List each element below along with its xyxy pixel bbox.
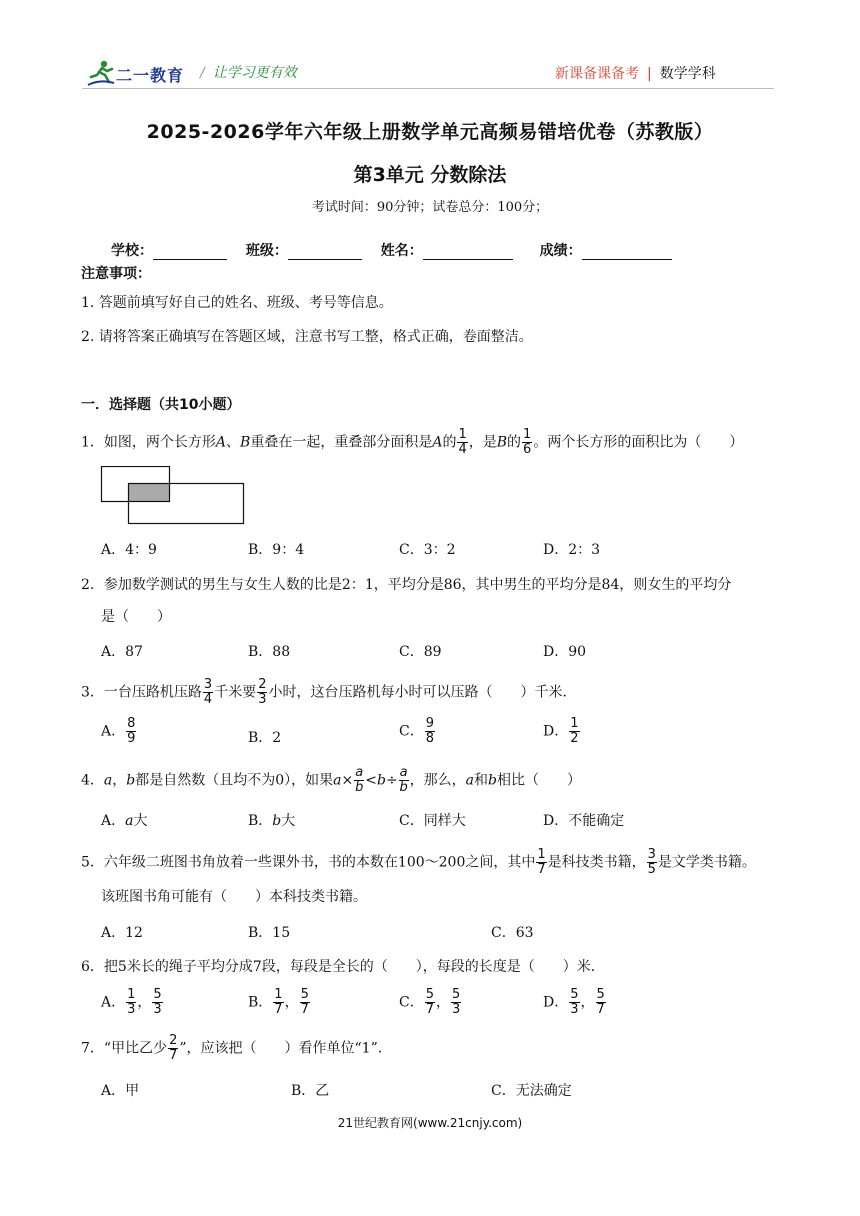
question-2-cont: 是（ ） (101, 609, 171, 625)
q1-option-a[interactable]: A．4：9 (101, 542, 157, 558)
header-divider (82, 88, 774, 89)
q2-option-c[interactable]: C．89 (399, 644, 442, 660)
q4-option-b[interactable]: B．b大 (248, 813, 296, 829)
q5-option-b[interactable]: B．15 (248, 925, 291, 941)
school-field[interactable]: 学校： (111, 240, 227, 260)
exam-info: 考试时间：90分钟；试卷总分：100分； (311, 200, 549, 215)
question-4: 4．a，b都是自然数（且均不为0），如果a× $\frac{a}{b}$ <b÷ $\frac{a}{b}$ ，那么，a和b相比（ ） (81, 765, 581, 795)
notice-item: 1. 答题前填写好自己的姓名、班级、考号等信息。 (81, 295, 393, 311)
q7-option-b[interactable]: B．乙 (291, 1083, 330, 1099)
q2-option-a[interactable]: A．87 (101, 644, 143, 660)
question-2: 2．参加数学测试的男生与女生人数的比是2：1，平均分是86，其中男生的平均分是84，则女生的平均分 (81, 577, 732, 593)
q4-option-c[interactable]: C．同样大 (399, 813, 466, 829)
q2-option-b[interactable]: B．88 (248, 644, 291, 660)
overlapping-rectangles-figure (100, 466, 246, 526)
q6-option-a[interactable]: A． $\frac{1}{3}$ ， $\frac{5}{3}$ (101, 987, 162, 1017)
q1-option-b[interactable]: B．9：4 (248, 542, 305, 558)
q3-option-a[interactable]: A． $\frac{8}{9}$ (101, 716, 136, 746)
class-field[interactable]: 班级： (246, 240, 362, 260)
q7-option-a[interactable]: A．甲 (101, 1083, 140, 1099)
q3-option-c[interactable]: C． $\frac{9}{8}$ (399, 716, 434, 746)
section-title: 一．选择题（共10小题） (81, 397, 241, 413)
logo (86, 58, 190, 88)
score-field[interactable]: 成绩： (540, 240, 672, 260)
page-title: 2025-2026学年六年级上册数学单元高频易错培优卷（苏教版） (146, 121, 714, 143)
notice-item: 2. 请将答案正确填写在答题区域，注意书写工整，格式正确，卷面整洁。 (81, 329, 533, 345)
question-3: 3．一台压路机压路 $\frac{3}{4}$ 千米要 $\frac{2}{3}$ 小时，这台压路机每小时可以压路（ ）千米． (81, 677, 577, 707)
question-7: 7．“甲比乙少 $\frac{2}{7}$ ”，应该把（ ）看作单位“1”． (81, 1033, 392, 1063)
question-1: 1．如图，两个长方形A、B重叠在一起，重叠部分面积是A的 $\frac{1}{4}$ ，是B的 $\frac{1}{6}$ 。两个长方形的面积比为（ ） (81, 427, 744, 457)
page-subtitle: 第3单元 分数除法 (353, 164, 507, 186)
notice-title: 注意事项： (81, 266, 151, 282)
question-5: 5．六年级二班图书角放着一些课外书，书的本数在100～200之间，其中 $\frac{1}{7}$ 是科技类书籍， $\frac{3}{5}$ 是文学类书籍。 (81, 847, 756, 877)
q3-option-b[interactable]: B．2 (248, 730, 282, 746)
question-6: 6．把5米长的绳子平均分成7段，每段是全长的（ ），每段的长度是（ ）米． (81, 959, 605, 975)
q4-option-d[interactable]: D．不能确定 (543, 813, 625, 829)
question-5-cont: 该班图书角可能有（ ）本科技类书籍。 (101, 889, 367, 905)
runner-logo-icon (86, 58, 116, 88)
q1-option-d[interactable]: D．2：3 (543, 542, 601, 558)
q6-option-c[interactable]: C． $\frac{5}{7}$ ， $\frac{5}{3}$ (399, 987, 461, 1017)
name-field[interactable]: 姓名： (381, 240, 513, 260)
overlap-area (129, 484, 170, 502)
q5-option-a[interactable]: A．12 (101, 925, 143, 941)
q5-option-c[interactable]: C．63 (491, 925, 534, 941)
q2-option-d[interactable]: D．90 (543, 644, 587, 660)
q6-option-d[interactable]: D． $\frac{5}{3}$ ， $\frac{5}{7}$ (543, 987, 605, 1017)
header-right: 新课备课备考 | 数学学科 (555, 66, 716, 82)
q6-option-b[interactable]: B． $\frac{1}{7}$ ， $\frac{5}{7}$ (248, 987, 309, 1017)
page-footer: 21世纪教育网(www.21cnjy.com) (337, 1116, 523, 1130)
slogan: / 让学习更有效 (200, 65, 297, 81)
logo-text: 二一教育 (116, 66, 185, 85)
q7-option-c[interactable]: C．无法确定 (491, 1083, 572, 1099)
q1-option-c[interactable]: C．3：2 (399, 542, 456, 558)
q4-option-a[interactable]: A．a大 (101, 813, 148, 829)
q3-option-d[interactable]: D． $\frac{1}{2}$ (543, 716, 579, 746)
student-fields (111, 240, 686, 260)
